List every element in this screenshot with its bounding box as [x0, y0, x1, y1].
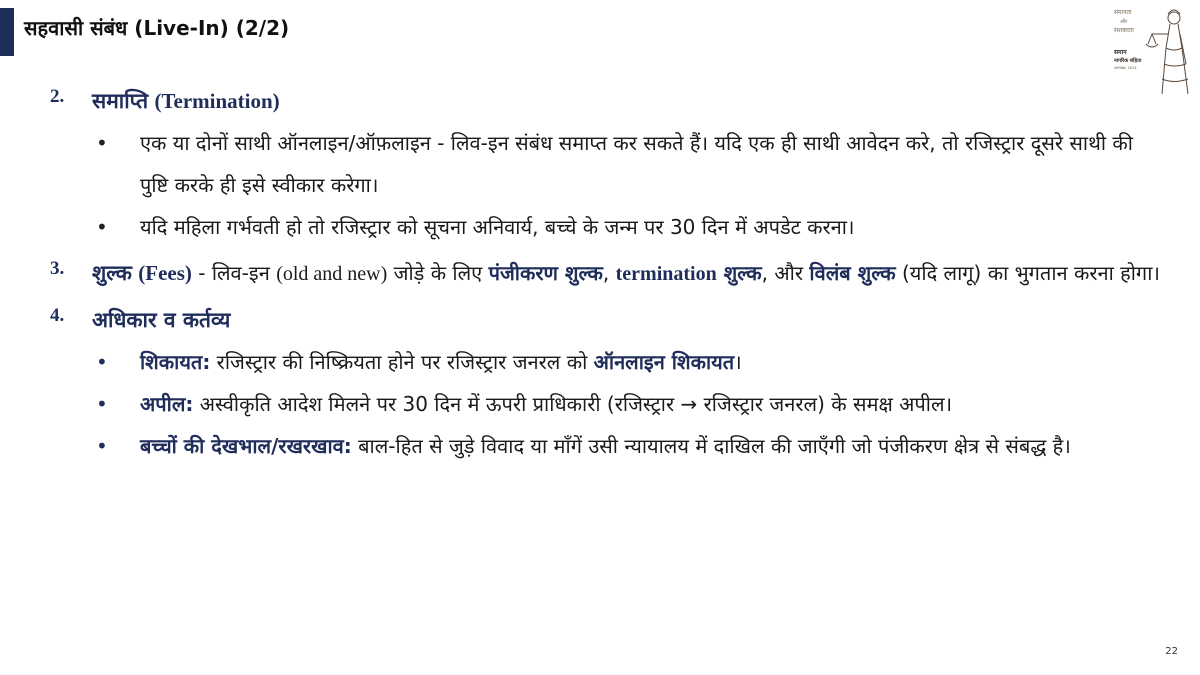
svg-text:उत्तराखंड, 2024: उत्तराखंड, 2024	[1114, 66, 1137, 70]
svg-text:नागरिक संहिता: नागरिक संहिता	[1114, 58, 1142, 64]
fees-paragraph: शुल्क (Fees) - लिव-इन (old and new) जोड़े के लिए पंजीकरण शुल्क, termination शुल्क, और विलंब शुल्क (यदि लागू) का भुगतान करना होगा।	[92, 261, 1160, 285]
section-termination	[50, 80, 1160, 248]
section-heading: समाप्ति (Termination)	[92, 89, 280, 113]
section-heading: अधिकार व कर्तव्य	[92, 308, 231, 332]
section-fees	[50, 252, 1160, 295]
title-accent-bar	[0, 8, 14, 56]
svg-text:सशक्तता: सशक्तता	[1114, 27, 1134, 34]
section-rights-duties	[50, 299, 1160, 467]
bullet-item-appeal: • अपील: अस्वीकृति आदेश मिलने पर 30 दिन में ऊपरी प्राधिकारी (रजिस्ट्रार → रजिस्ट्रार जनरल) के समक्ष अपील।	[96, 392, 953, 416]
section-number: 3.	[50, 258, 65, 279]
bullet-item: • यदि महिला गर्भवती हो तो रजिस्ट्रार को सूचना अनिवार्य, बच्चे के जन्म पर 30 दिन में अपडेट करना।	[96, 215, 855, 239]
svg-text:और: और	[1120, 19, 1128, 25]
svg-text:समान: समान	[1114, 49, 1127, 56]
bullet-item: • एक या दोनों साथी ऑनलाइन/ऑफ़लाइन - लिव-इन संबंध समाप्त कर सकते हैं। यदि एक ही साथी आवेदन करे, तो रजिस्ट्रार दूसरे साथी की पुष्टि करके ही इसे स्वीकार करेगा।	[96, 131, 1133, 197]
bullet-item-complaint: • शिकायत: रजिस्ट्रार की निष्क्रियता होने पर रजिस्ट्रार जनरल को ऑनलाइन शिकायत।	[96, 350, 742, 374]
svg-text:समानता: समानता	[1114, 9, 1132, 16]
bullet-item-child-care: • बच्चों की देखभाल/रखरखाव: बाल-हित से जुड़े विवाद या माँगें उसी न्यायालय में दाखिल की जाएँगी जो पंजीकरण क्षेत्र से संबद्ध है।	[96, 434, 1071, 458]
page-number: 22	[1165, 646, 1178, 657]
section-number: 4.	[50, 305, 65, 326]
slide-content	[50, 80, 1160, 471]
section-number: 2.	[50, 86, 65, 107]
slide-title: सहवासी संबंध (Live-In) (2/2)	[24, 16, 290, 40]
